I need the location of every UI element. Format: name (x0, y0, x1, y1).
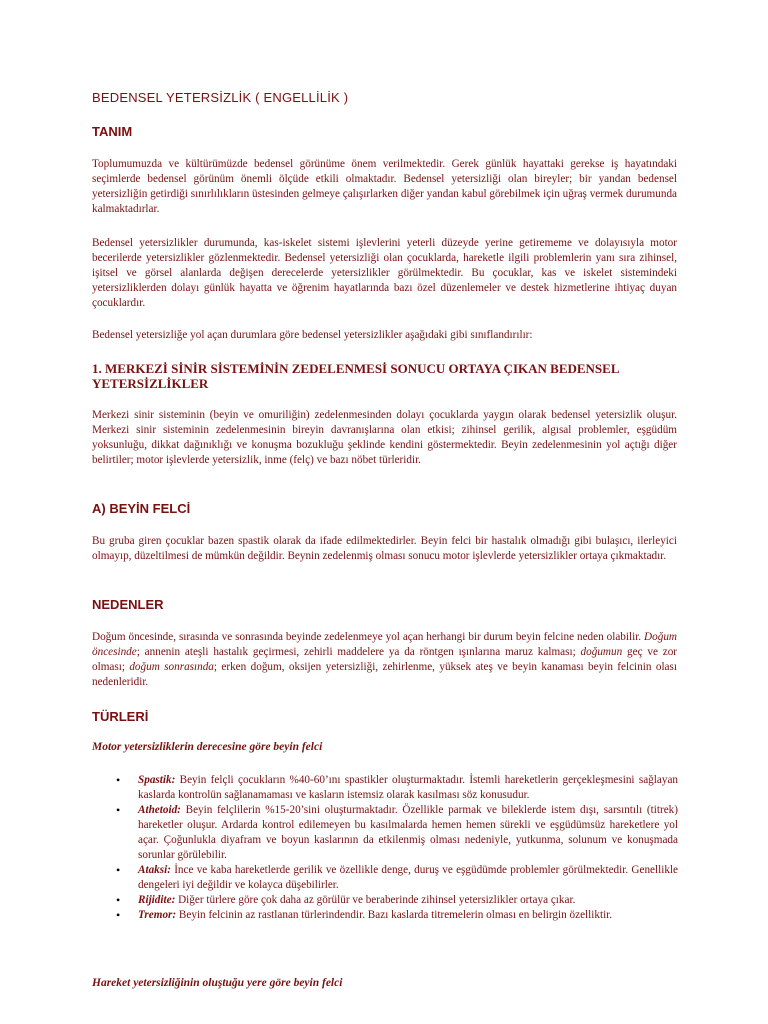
heading-beyin-felci: A) BEYİN FELCİ (92, 501, 191, 516)
paragraph-section-1: Merkezi sinir sisteminin (beyin ve omuriliğin) zedelenmesinden dolayı çocuklarda yaygın olarak bedensel yetersizlik oluşur. Merkezi sinir sisteminin zedelenmesinin bireyin davranışlarına olan etkisi; zihinsel gerilik, algısal problemler, eşgüdüm yoksunluğu, dikkat dağınıklığı ve konuşma bozukluğu şeklinde kendini göstermektedir. Beyin zedelenmesinin yol açtığı diğer belirtiler; motor işlevlerde yetersizlik, inme (felç) ve bazı nöbet türleridir. (92, 409, 677, 466)
list-item-ataksi: • Ataksi: İnce ve kaba hareketlerde gerilik ve özellikle denge, duruş ve eşgüdümde problemler görülmektedir. Genellikle dengeleri iyi değildir ve kolayca düşebilirler. (116, 863, 678, 891)
subheading-motor-yetersizlik: Motor yetersizliklerin derecesine göre beyin felci (92, 741, 323, 753)
subheading-hareket-yetersizligi: Hareket yetersizliğinin oluştuğu yere göre beyin felci (92, 977, 343, 989)
types-list (116, 773, 678, 923)
heading-tanim: TANIM (92, 124, 133, 139)
paragraph-nedenler: Doğum öncesinde, sırasında ve sonrasında beyinde zedelenmeye yol açan herhangi bir durum beyin felcine neden olabilir. Doğum öncesinde; annenin ateşli hastalık geçirmesi, zehirli maddelere ya da röntgen ışınlarına maruz kalması; doğumun geç ve zor olması; doğum sonrasında; erken doğum, oksijen yetersizliği, zehirlenme, yüksek ateş ve beyin kanaması beyin felcinin olası nedenleridir. (92, 631, 678, 688)
bullet-icon: • (116, 908, 121, 922)
bullet-icon: • (116, 863, 121, 877)
paragraph-tanim-1: Toplumumuzda ve kültürümüzde bedensel görünüme önem verilmektedir. Gerek günlük hayattaki gerekse iş hayatındaki seçimlerde bedensel görünüm önemli ölçüde etkili olmaktadır. Bedensel yetersizliği olan bireyler; bir yandan bedensel yetersizliğin getirdiği sınırlılıkların üstesinden gelmeye çalışırlarken diğer yandan kabul görebilmek için uğraş vermek durumunda kalmaktadırlar. (92, 158, 678, 215)
bullet-icon: • (116, 893, 121, 907)
heading-section-1: 1. MERKEZİ SİNİR SİSTEMİNİN ZEDELENMESİ SONUCU ORTAYA ÇIKAN BEDENSEL YETERSİZLİKLER (92, 361, 619, 391)
emphasis-dogum-oncesinde: Doğum öncesinde (92, 631, 677, 658)
list-item-rijidite: • Rijidite: Diğer türlere göre çok daha az görülür ve beraberinde zihinsel yetersizlikler ortaya çıkar. (116, 893, 576, 907)
paragraph-beyin-felci: Bu gruba giren çocuklar bazen spastik olarak da ifade edilmektedirler. Beyin felci bir hastalık olmadığı gibi bulaşıcı, ilerleyici olmayıp, düzeltilmesi de mümkün değildir. Beynin zedelenmiş olması sonucu motor işlevlerde yetersizlikler ortaya çıkmaktadır. (92, 535, 677, 562)
list-item-tremor: • Tremor: Beyin felcinin az rastlanan türlerindendir. Bazı kaslarda titremelerin olması en belirgin özelliktir. (116, 908, 613, 922)
paragraph-tanim-2: Bedensel yetersizlikler durumunda, kas-iskelet sistemi işlevlerini yeterli düzeyde yerine getirememe ve dolayısıyla motor becerilerde yetersizlikler gözlenmektedir. Bedensel yetersizliği olan çocuklarda, hareketle ilgili problemlerin yanı sıra zihinsel, işitsel ve görsel alanlarda değişen derecelerde yetersizlikler görülmektedir. Bu çocuklar, kas ve iskelet sistemindeki yetersizliklerden dolayı günlük hayatta ve öğrenim hayatlarında bazı özel düzenlemeler ve destek hizmetlerine ihtiyaç duyan çocuklardır. (92, 237, 677, 309)
bullet-icon: • (116, 773, 121, 787)
heading-turleri: TÜRLERİ (92, 709, 149, 724)
heading-nedenler: NEDENLER (92, 597, 164, 612)
list-item-spastik: • Spastik: Beyin felçli çocukların %40-60’ını spastikler oluşturmaktadır. İstemli hareketlerin gerçekleşmesini sağlayan kaslarda kontrolün sağlanamaması ve kasların istemsiz olarak kasılması söz konusudur. (116, 773, 678, 801)
list-item-athetoid: • Athetoid: Beyin felçlilerin %15-20’sini oluşturmaktadır. Özellikle parmak ve bileklerde istem dışı, sarsıntılı (titrek) hareketler oluşur. Ardarda kontrol edilemeyen bu kasılmalarda hemen hemen sürekli ve eşgüdümsüz hareketlere yol açar. Çoğunlukla diyafram ve boyun kaslarının da etkilenmiş olması nedeniyle, yutkunma, solunum ve konuşmada sorunlar görülebilir. (116, 803, 678, 861)
document-title: BEDENSEL YETERSİZLİK ( ENGELLİLİK ) (92, 90, 349, 105)
emphasis-dogumun: doğumun (580, 646, 623, 658)
paragraph-tanim-3: Bedensel yetersizliğe yol açan durumlara göre bedensel yetersizlikler aşağıdaki gibi sınıflandırılır: (92, 329, 533, 341)
bullet-icon: • (116, 803, 121, 817)
emphasis-dogum-sonrasinda: doğum sonrasında (129, 661, 214, 673)
